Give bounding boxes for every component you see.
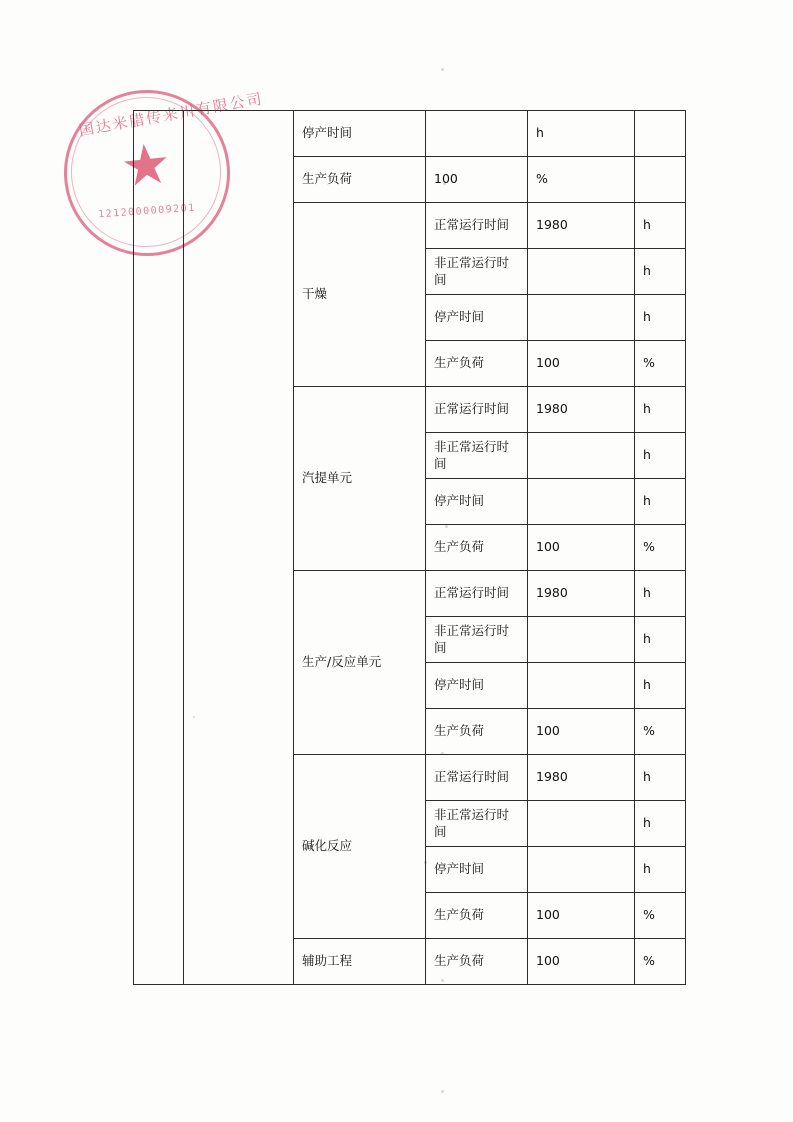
table-cell-remark bbox=[635, 157, 686, 203]
table-cell-value: 1980 bbox=[528, 571, 635, 617]
table-cell-value: 1980 bbox=[528, 387, 635, 433]
table-cell-unit-of-measure: h bbox=[528, 111, 635, 157]
table-cell-value bbox=[528, 479, 635, 525]
table-cell-unit-of-measure: h bbox=[635, 387, 686, 433]
table-cell-unit-of-measure: % bbox=[635, 939, 686, 985]
table-cell-unit-of-measure: % bbox=[635, 709, 686, 755]
table-cell-unit-of-measure: h bbox=[635, 663, 686, 709]
table-cell-value bbox=[426, 111, 528, 157]
table-cell-value: 100 bbox=[528, 341, 635, 387]
table-cell-value: 1980 bbox=[528, 755, 635, 801]
table-cell-spacer-second bbox=[184, 111, 294, 985]
table-cell-item: 生产负荷 bbox=[426, 893, 528, 939]
table-cell-unit-of-measure: % bbox=[528, 157, 635, 203]
table-cell-unit: 生产/反应单元 bbox=[294, 571, 426, 755]
table-cell-unit-of-measure: h bbox=[635, 847, 686, 893]
table-cell-item: 停产时间 bbox=[426, 295, 528, 341]
table-cell-item: 生产负荷 bbox=[294, 157, 426, 203]
table-cell-unit: 汽提单元 bbox=[294, 387, 426, 571]
table-cell-unit-of-measure: h bbox=[635, 249, 686, 295]
table-cell-unit-of-measure: h bbox=[635, 571, 686, 617]
table-cell-spacer-left bbox=[134, 111, 184, 985]
table-cell-item: 生产负荷 bbox=[426, 709, 528, 755]
table-cell-value: 100 bbox=[528, 893, 635, 939]
table-cell-item: 停产时间 bbox=[426, 663, 528, 709]
table-cell-unit-of-measure: h bbox=[635, 295, 686, 341]
table-cell-unit: 碱化反应 bbox=[294, 755, 426, 939]
table-cell-unit: 辅助工程 bbox=[294, 939, 426, 985]
table-cell-item: 生产负荷 bbox=[426, 525, 528, 571]
table-cell-item: 停产时间 bbox=[294, 111, 426, 157]
table-cell-item: 正常运行时间 bbox=[426, 571, 528, 617]
table-cell-unit-of-measure: h bbox=[635, 755, 686, 801]
table-cell-value: 100 bbox=[426, 157, 528, 203]
table-cell-item: 非正常运行时间 bbox=[426, 801, 528, 847]
table-cell-value bbox=[528, 433, 635, 479]
table-cell-item: 非正常运行时间 bbox=[426, 617, 528, 663]
table-cell-item: 生产负荷 bbox=[426, 939, 528, 985]
table-cell-item: 停产时间 bbox=[426, 479, 528, 525]
seal-code-text: 1212000009201 bbox=[97, 202, 197, 221]
table-cell-value: 100 bbox=[528, 525, 635, 571]
star-glyph: ★ bbox=[117, 130, 175, 199]
table-cell-value bbox=[528, 847, 635, 893]
table-cell-unit-of-measure: h bbox=[635, 617, 686, 663]
table-cell-value: 100 bbox=[528, 709, 635, 755]
table-cell-item: 正常运行时间 bbox=[426, 387, 528, 433]
table-cell-unit-of-measure: % bbox=[635, 525, 686, 571]
table-cell-unit-of-measure: h bbox=[635, 479, 686, 525]
seal-top-text: 国达米腊传来川有限公司 bbox=[77, 89, 265, 140]
table-cell-item: 生产负荷 bbox=[426, 341, 528, 387]
table-cell-item: 非正常运行时间 bbox=[426, 433, 528, 479]
table-cell-unit-of-measure: h bbox=[635, 801, 686, 847]
table-cell-item: 停产时间 bbox=[426, 847, 528, 893]
table-cell-unit-of-measure: % bbox=[635, 893, 686, 939]
table-cell-value bbox=[528, 663, 635, 709]
table-cell-value: 100 bbox=[528, 939, 635, 985]
table-cell-value bbox=[528, 295, 635, 341]
scan-speckle bbox=[441, 68, 444, 71]
scan-speckle bbox=[441, 1090, 444, 1093]
table-cell-unit-of-measure: h bbox=[635, 203, 686, 249]
table-cell-unit-of-measure: h bbox=[635, 433, 686, 479]
table-cell-item: 非正常运行时间 bbox=[426, 249, 528, 295]
table-cell-unit-of-measure: % bbox=[635, 341, 686, 387]
table-cell-value bbox=[528, 801, 635, 847]
table-cell-item: 正常运行时间 bbox=[426, 203, 528, 249]
table-row bbox=[134, 111, 686, 157]
table-cell-value bbox=[528, 249, 635, 295]
table-cell-remark bbox=[635, 111, 686, 157]
operation-hours-table bbox=[133, 110, 686, 985]
table-cell-unit: 干燥 bbox=[294, 203, 426, 387]
table-cell-item: 正常运行时间 bbox=[426, 755, 528, 801]
table-cell-value: 1980 bbox=[528, 203, 635, 249]
table-cell-value bbox=[528, 617, 635, 663]
